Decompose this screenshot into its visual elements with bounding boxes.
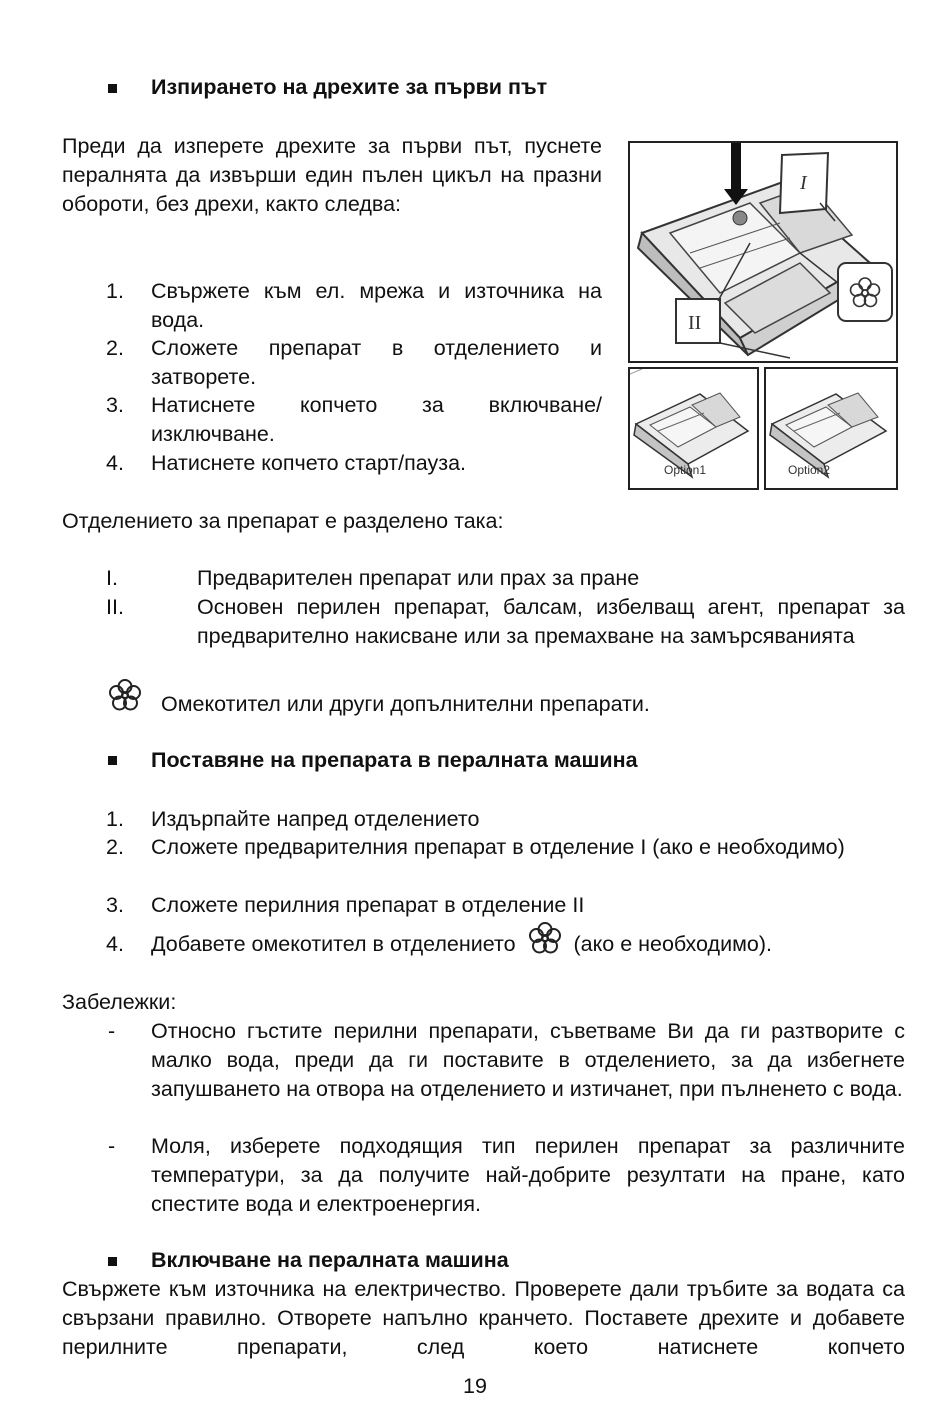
step-text: Издърпайте напред отделението xyxy=(151,807,480,831)
step-number: 3. xyxy=(106,893,124,917)
step-text-before: Добавете омекотител в отделението xyxy=(151,932,516,956)
step-text: Натиснете копчето за включване/изключване. xyxy=(151,393,602,446)
note-text: Относно гъстите перилни препарати, съветваме Ви да ги разтворите с малко вода, преди да ги поставите в отделението, за да избегнете запушването на отвора на отделението и изтичанет, при пълненето с вода. xyxy=(151,1019,905,1101)
compartment-text: Основен перилен препарат, балсам, избелващ агент, препарат за предварително накисване или за премахване на замърсяванията xyxy=(197,595,905,648)
option1-label: Option1 xyxy=(664,463,707,477)
option1-figure xyxy=(628,367,759,490)
section3-paragraph: Свържете към източника на електричество. Проверете дали тръбите за водата са свързани правилно. Отворете напълно кранчето. Поставете дрехите и добавете перилните препарати, след което натиснете копчето xyxy=(62,1277,905,1359)
step-number: 4. xyxy=(106,451,124,475)
note-text: Моля, изберете подходящия тип перилен препарат за различните температури, за да получите най-добрите резултати на пране, като спестите вода и електроенергия. xyxy=(151,1134,905,1216)
option2-label: Option2 xyxy=(788,463,831,477)
detergent-drawer-figure xyxy=(628,141,898,363)
bullet-icon xyxy=(108,1257,117,1266)
step-text: Сложете предварителния препарат в отделение I (ако е необходимо) xyxy=(151,835,845,859)
step-text-softener xyxy=(151,930,905,959)
option2-figure xyxy=(764,367,898,490)
section-heading-first-wash: Изпирането на дрехите за първи път xyxy=(151,75,548,99)
step-number: 2. xyxy=(106,835,124,859)
bullet-icon xyxy=(108,84,117,93)
section-heading-switch-on: Включване на пералната машина xyxy=(151,1248,509,1272)
softener-flower-icon xyxy=(108,678,142,712)
note-dash: - xyxy=(108,1019,116,1043)
softener-flower-icon xyxy=(528,921,562,955)
step-number: 3. xyxy=(106,393,124,417)
section-heading-detergent: Поставяне на препарата в пералната машина xyxy=(151,748,638,772)
step-number: 1. xyxy=(106,807,124,831)
drawer-illustration xyxy=(630,143,896,361)
compartments-intro: Отделението за препарат е разделено така: xyxy=(62,509,504,533)
step-text: Свържете към ел. мрежа и източника на вода. xyxy=(151,279,602,332)
compartment-text: Предварителен препарат или прах за пране xyxy=(197,566,640,590)
option2-illustration xyxy=(766,369,896,488)
page-number: 19 xyxy=(463,1374,487,1398)
step-number: 4. xyxy=(106,932,124,956)
bullet-icon xyxy=(108,756,117,765)
label-i: I xyxy=(800,172,807,194)
compartment-number: II. xyxy=(106,595,124,619)
step-text: Сложете перилния препарат в отделение II xyxy=(151,893,585,917)
step-number: 1. xyxy=(106,279,124,303)
step-number: 2. xyxy=(106,336,124,360)
softener-text: Омекотител или други допълнителни препарати. xyxy=(161,692,650,716)
label-ii: II xyxy=(688,312,702,334)
compartment-number: I. xyxy=(106,566,118,590)
step-text-after: (ако е необходимо). xyxy=(573,932,772,956)
notes-title: Забележки: xyxy=(62,990,177,1014)
step-text: Натиснете копчето старт/пауза. xyxy=(151,451,467,475)
note-dash: - xyxy=(108,1134,116,1158)
intro-paragraph: Преди да изперете дрехите за първи път, пуснете пералнята да извърши един пълен цикъл на празни обороти, без дрехи, както следва: xyxy=(62,134,602,216)
step-text: Сложете препарат в отделението и затворете. xyxy=(151,336,602,389)
